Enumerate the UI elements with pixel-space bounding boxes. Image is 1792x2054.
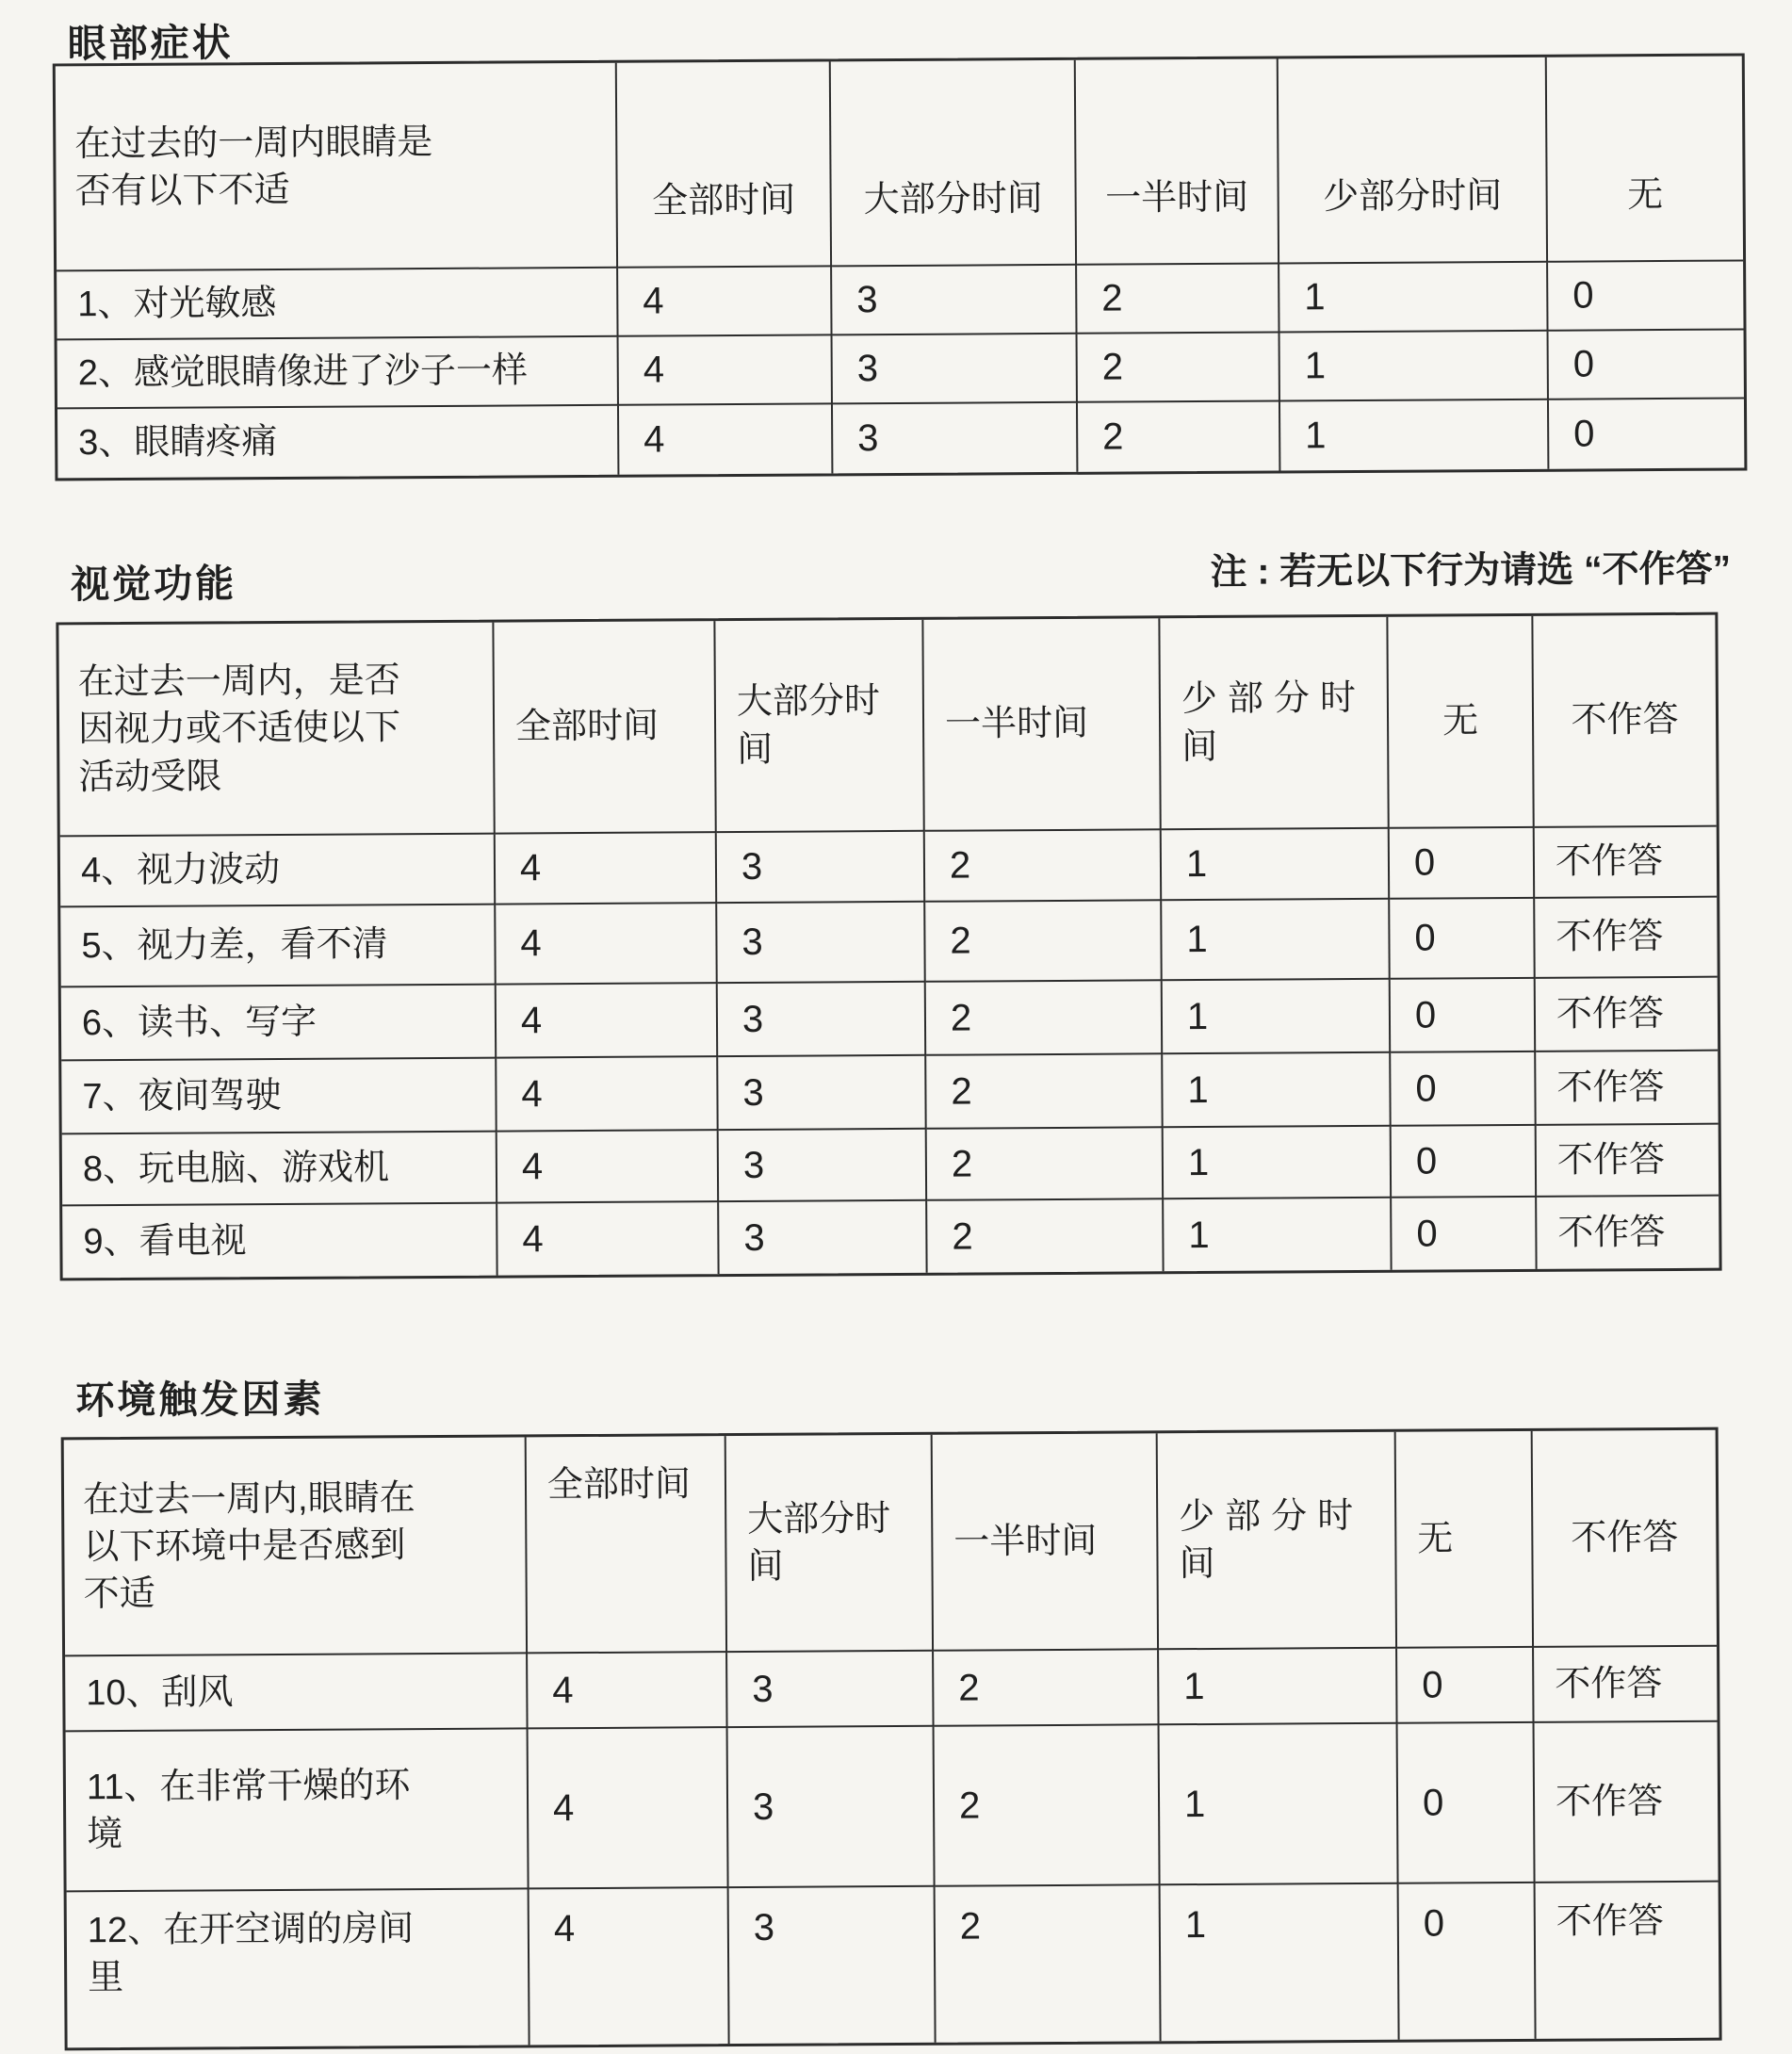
question-header: 在过去一周内,眼睛在 以下环境中是否感到 不适 [64, 1437, 528, 1656]
table-eye-symptoms [53, 53, 1748, 481]
score-cell: 3 [729, 1887, 937, 2044]
score-cell: 3 [717, 903, 926, 984]
score-cell: 1 [1159, 1649, 1397, 1726]
no-answer-cell: 不作答 [1535, 898, 1718, 979]
score-cell: 2 [927, 1199, 1164, 1273]
score-cell: 1 [1163, 980, 1391, 1054]
score-cell: 0 [1390, 828, 1535, 900]
score-cell: 4 [618, 267, 832, 336]
score-cell: 2 [1078, 333, 1280, 402]
row-label: 4、视力波动 [60, 835, 496, 908]
column-header: 一半时间 [923, 618, 1161, 832]
column-header: 少部分时间 [1279, 57, 1548, 265]
score-cell: 4 [496, 904, 718, 985]
score-cell: 1 [1279, 263, 1548, 334]
score-cell: 2 [927, 1128, 1164, 1201]
score-cell: 2 [1077, 264, 1279, 334]
no-answer-cell: 不作答 [1536, 1051, 1718, 1126]
score-cell: 2 [926, 981, 1163, 1056]
score-cell: 0 [1392, 1198, 1537, 1270]
score-cell: 0 [1390, 899, 1536, 980]
score-cell: 1 [1163, 1053, 1391, 1128]
column-header: 无 [1396, 1431, 1534, 1649]
table-visual-function [56, 612, 1721, 1281]
score-cell: 3 [833, 403, 1078, 474]
score-cell: 1 [1164, 1127, 1392, 1199]
section-title-visual-function: 视觉功能 [70, 562, 237, 607]
score-cell: 3 [727, 1652, 934, 1728]
row-label: 11、在非常干燥的环 境 [66, 1729, 529, 1892]
score-cell: 1 [1280, 332, 1549, 402]
column-header: 全部时间 [617, 61, 832, 268]
column-header: 一半时间 [933, 1433, 1159, 1651]
score-cell: 4 [497, 1131, 719, 1203]
column-header: 少部分时 间 [1158, 1432, 1397, 1651]
no-answer-cell: 不作答 [1535, 827, 1717, 899]
score-cell: 2 [934, 1650, 1159, 1726]
score-cell: 1 [1161, 1884, 1400, 2042]
row-label: 12、在开空调的房间 里 [67, 1889, 530, 2047]
section-title-eye-symptoms: 眼部症状 [67, 21, 234, 66]
score-cell: 3 [719, 1201, 927, 1274]
row-label: 1、对光敏感 [57, 269, 618, 341]
score-cell: 3 [718, 983, 926, 1057]
score-cell: 0 [1392, 1126, 1537, 1198]
row-label: 9、看电视 [62, 1204, 497, 1279]
no-answer-cell: 不作答 [1557, 1212, 1666, 1253]
score-cell: 4 [529, 1888, 730, 2045]
score-cell: 3 [717, 832, 925, 904]
score-cell: 0 [1548, 261, 1743, 331]
column-header: 大部分时 间 [715, 620, 924, 833]
row-label: 6、读书、写字 [61, 986, 497, 1062]
column-header: 大部分时间 [831, 60, 1077, 268]
score-cell: 3 [719, 1130, 927, 1202]
column-header: 一半时间 [1076, 59, 1279, 266]
row-label: 10、刮风 [65, 1654, 528, 1732]
no-answer-cell: 不作答 [1535, 1722, 1719, 1883]
score-cell: 1 [1160, 1724, 1399, 1886]
score-cell: 3 [832, 266, 1077, 336]
question-header: 在过去一周内，是否 因视力或不适使以下 活动受限 [58, 623, 495, 838]
column-header: 不作答 [1533, 615, 1716, 828]
column-header: 少部分时 间 [1160, 617, 1389, 830]
score-cell: 0 [1398, 1723, 1536, 1884]
score-cell: 4 [529, 1728, 729, 1889]
question-header: 在过去的一周内眼睛是 否有以下不适 [56, 63, 618, 272]
score-cell: 4 [619, 404, 833, 474]
score-cell: 0 [1573, 413, 1595, 455]
score-cell: 2 [925, 830, 1162, 903]
score-cell: 2 [926, 1054, 1163, 1130]
score-cell: 4 [496, 833, 717, 905]
column-header: 大部分时 间 [726, 1435, 934, 1653]
score-cell: 0 [1391, 1052, 1536, 1127]
column-header: 无 [1388, 616, 1534, 829]
score-cell: 4 [497, 1057, 718, 1132]
score-cell: 0 [1549, 330, 1744, 399]
row-label: 8、玩电脑、游戏机 [62, 1133, 497, 1207]
score-cell: 3 [728, 1727, 936, 1888]
score-cell: 4 [497, 1202, 719, 1275]
score-cell: 1 [1164, 1198, 1392, 1271]
table-environment-triggers [61, 1427, 1722, 2051]
row-label: 2、感觉眼睛像进了沙子一样 [57, 337, 619, 410]
column-header: 不作答 [1533, 1430, 1717, 1648]
score-cell: 1 [1162, 829, 1390, 901]
row-label: 3、眼睛疼痛 [57, 406, 619, 479]
score-cell: 4 [528, 1653, 727, 1729]
score-cell: 4 [497, 984, 718, 1058]
column-header: 全部时间 [527, 1436, 727, 1654]
no-answer-cell: 不作答 [1536, 978, 1718, 1052]
section-note: 注 : 若无以下行为请选 “不作答” [1210, 548, 1732, 593]
score-cell: 4 [619, 335, 833, 405]
score-cell: 2 [935, 1725, 1161, 1886]
row-label: 7、夜间驾驶 [61, 1059, 497, 1135]
row-label: 5、视力差，看不清 [60, 905, 497, 988]
section-title-environment-triggers: 环境触发因素 [75, 1377, 325, 1423]
score-cell: 2 [1078, 401, 1280, 471]
score-cell: 2 [925, 901, 1163, 983]
score-cell: 3 [718, 1056, 926, 1131]
column-header: 全部时间 [494, 621, 716, 834]
no-answer-cell: 不作答 [1537, 1125, 1719, 1198]
score-cell: 1 [1280, 400, 1549, 471]
score-cell: 1 [1162, 900, 1391, 981]
score-cell: 0 [1397, 1648, 1534, 1724]
no-answer-cell: 不作答 [1556, 1901, 1664, 1942]
score-cell: 0 [1399, 1883, 1537, 2040]
score-cell: 3 [833, 334, 1078, 405]
score-cell: 0 [1391, 979, 1536, 1053]
no-answer-cell: 不作答 [1534, 1647, 1717, 1723]
score-cell: 2 [936, 1885, 1162, 2042]
column-header: 无 [1547, 56, 1743, 262]
